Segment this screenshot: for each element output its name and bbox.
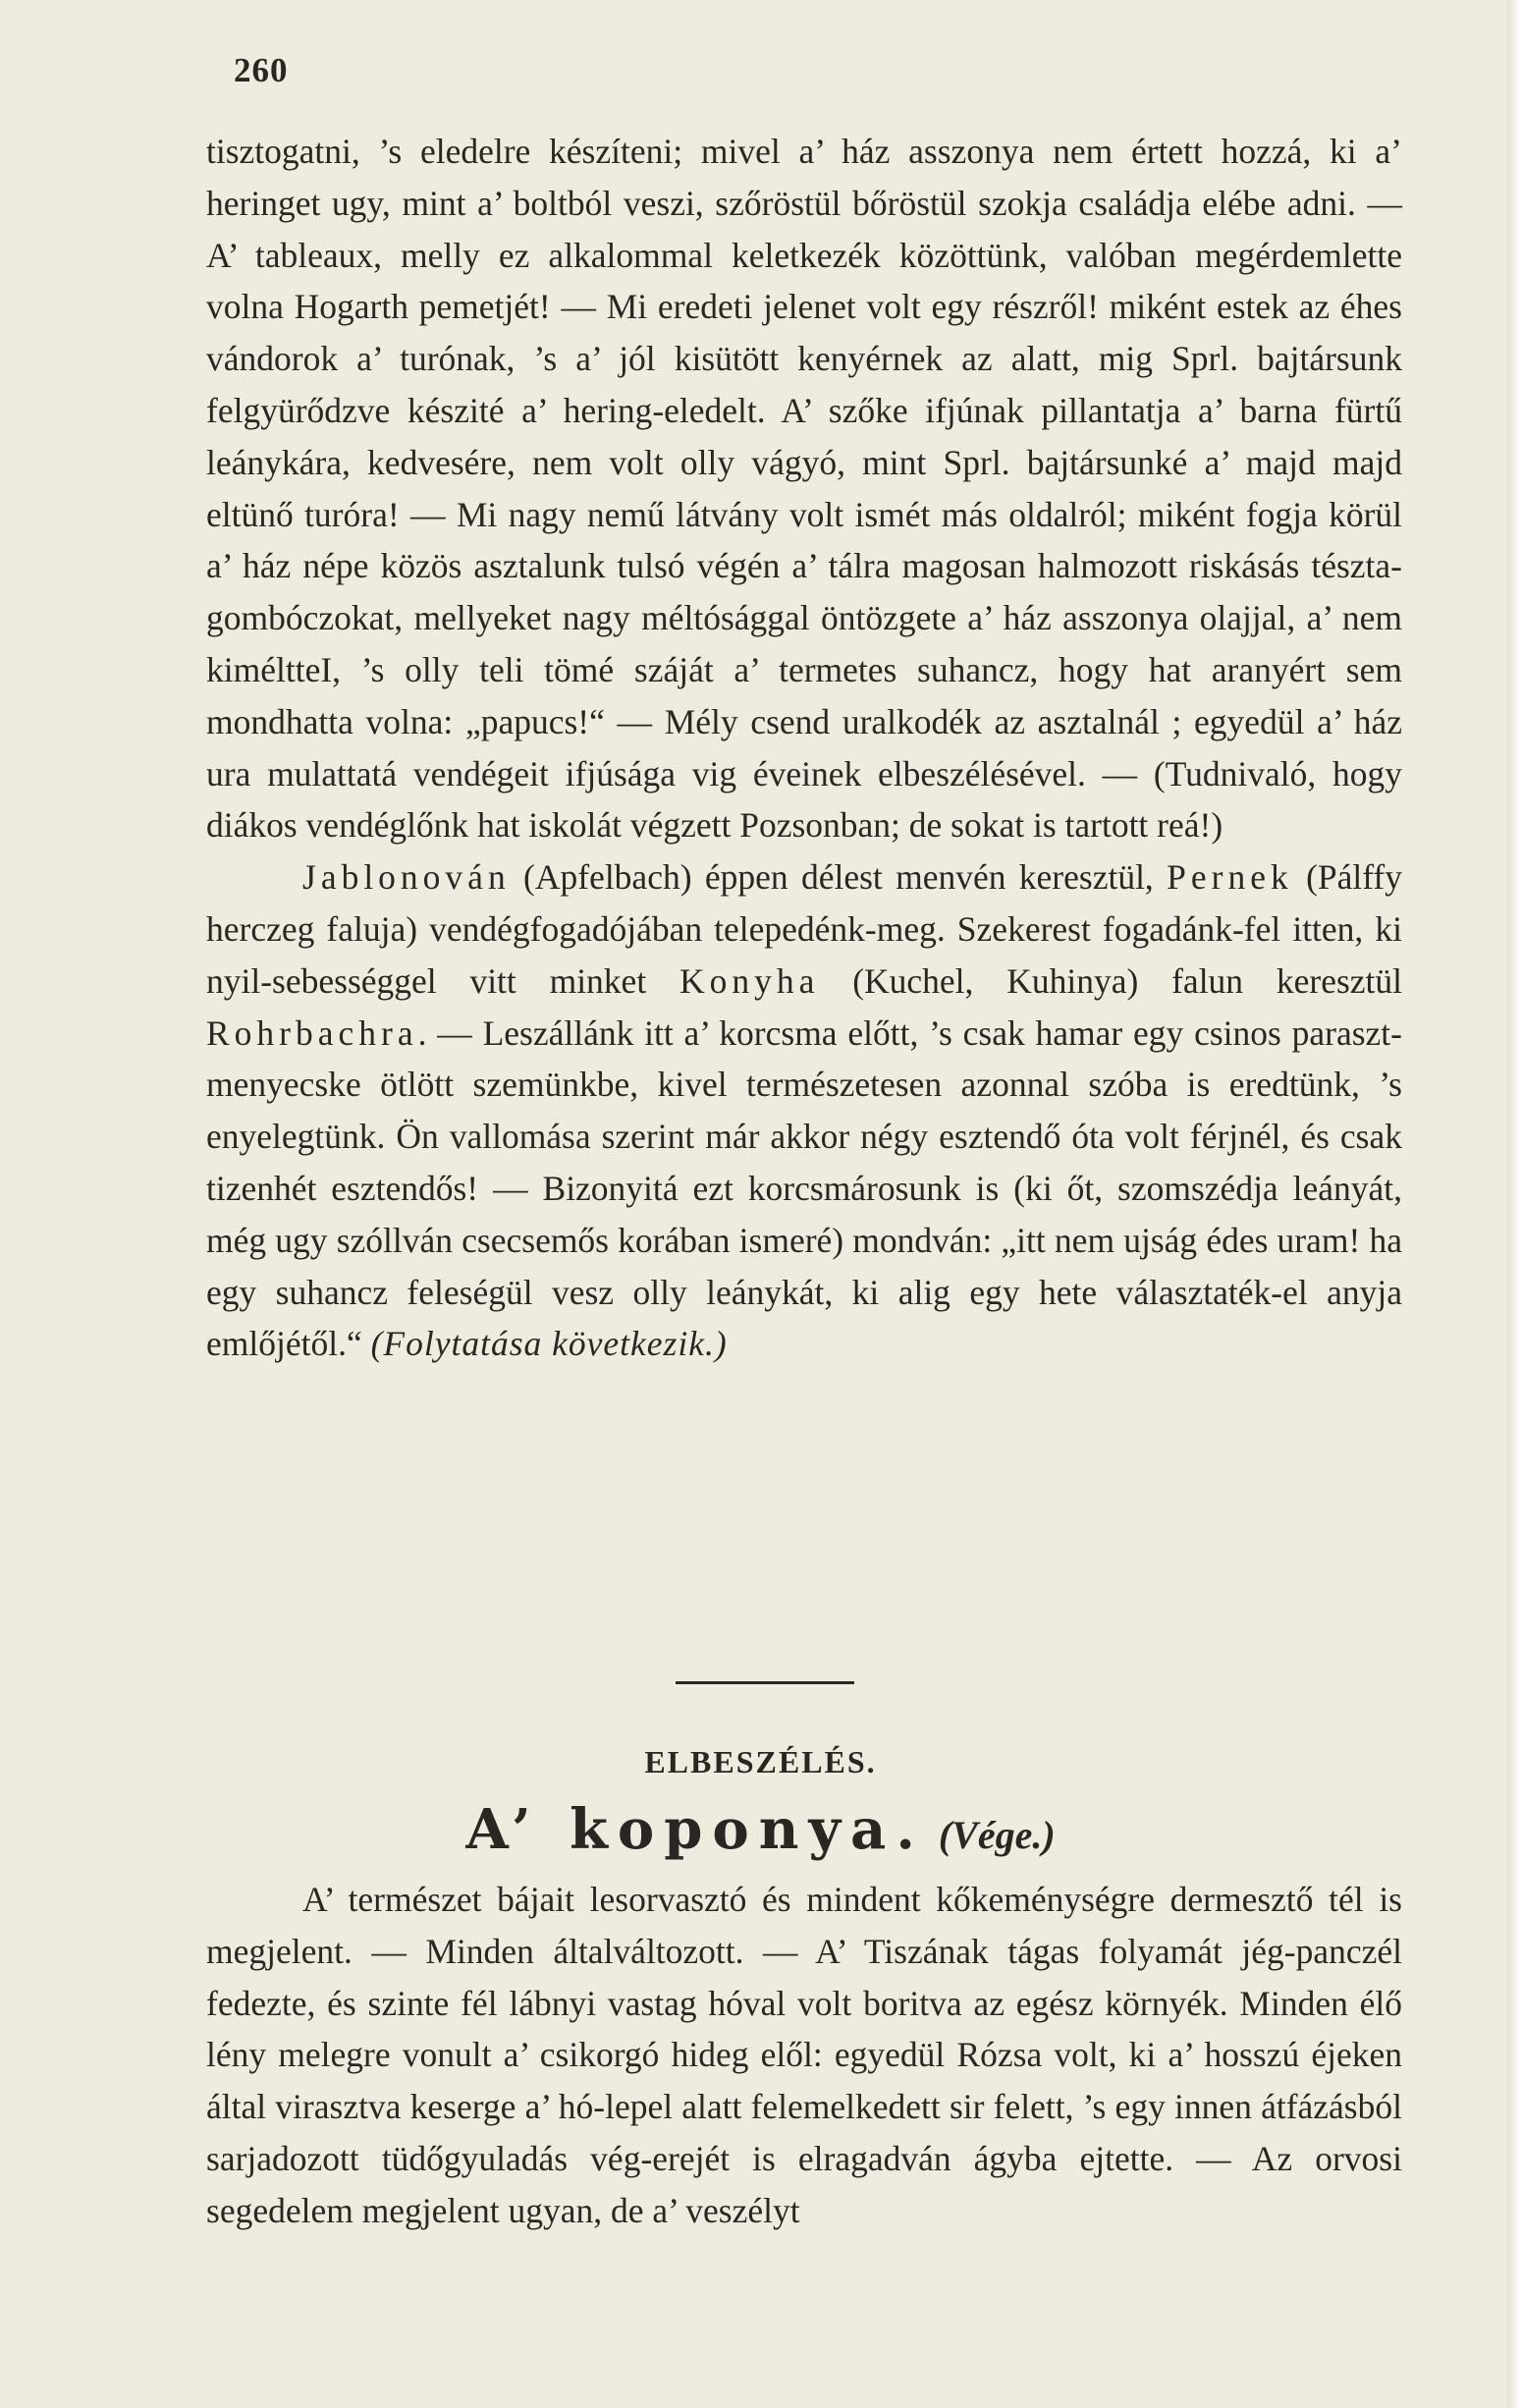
text-run: (Pálffy herczeg faluja) vendégfogadójában telepedénk-meg. Szekerest fogadánk-fel itten, ki nyil-sebességgel vitt minket xyxy=(206,857,1403,1001)
paragraph-jablonovan xyxy=(206,851,1402,1370)
page-number: 260 xyxy=(234,51,289,89)
text-run: (Apfelbach) éppen délest menvén keresztül, xyxy=(510,857,1168,898)
story-text xyxy=(206,1874,1402,2237)
paragraph-winter: A’ természet bájait lesorvasztó és mindent kőkeménységre dermesztő tél is megjelent. — Minden általváltozott. — A’ Tiszának tágas folyamát jég-panczél fedezte, és szinte fél lábnyi vastag hóval volt boritva az egész környék. Minden élő lény melegre vonult a’ csikorgó hideg elől: egyedül Rózsa volt, ki a’ hosszú éjeken által virasztva keserge a’ hó-lepel alatt felemelkedett sir felett, ’s egy innen átfázásból sarjadozott tüdőgyuladás vég-erejét is elragadván ágyba ejtette. — Az orvosi segedelem megjelent ugyan, de a’ veszélyt xyxy=(206,1880,1402,2230)
text-run: . — Leszállánk itt a’ korcsma előtt, ’s csak hamar egy csinos paraszt-menyecske ötlött szemünkbe, kivel természetesen azonnal szóba is eredtünk, ’s enyelegtünk. Ön vallomása szerint már akkor négy esztendő óta volt férjnél, és csak tizenhét esztendős! — Bizonyitá ezt korcsmárosunk is (ki őt, szomszédja leányát, még ugy szóllván csecsemős korában ismeré) mondván: „itt nem ujság édes uram! ha egy suhancz feleségül vesz olly leánykát, ki alig egy hete választaték-el anyja emlőjétől.“ xyxy=(206,1012,1402,1364)
place-name: Rohrbachra xyxy=(206,1012,418,1053)
paragraph-hering: tisztogatni, ’s eledelre készíteni; mivel a’ ház asszonya nem értett hozzá, ki a’ heringet ugy, mint a’ boltból veszi, szőröstül bőröstül szokja családja elébe adni. — A’ tableaux, melly ez alkalommal keletkezék közöttünk, valóban megérdemlette volna Hogarth pemetjét! — Mi eredeti jelenet volt egy részről! miként estek az éhes vándorok a’ turónak, ’s a’ jól kisütött kenyérnek az alatt, mig Sprl. bajtársunk felgyürődzve készité a’ hering-eledelt. A’ szőke ifjúnak pillantatja a’ barna fürtű leánykára, kedvesére, nem volt olly vágyó, mint Sprl. bajtársunké a’ majd majd eltünő turóra! — Mi nagy nemű látvány volt ismét más oldalról; miként fogja körül a’ ház népe közös asztalunk tulsó végén a’ tálra magosan halmozott riskásás tészta-gombóczokat, mellyeket nagy méltósággal öntözgete a’ ház asszonya olajjal, a’ nem kiméltteI, ’s olly teli tömé száját a’ termetes suhancz, hogy hat aranyért sem mondhatta volna: „papucs!“ — Mély csend uralkodék az asztalnál ; egyedül a’ ház ura mulattatá vendégeit ifjúsága vig éveinek elbeszélésével. — (Tudnivaló, hogy diákos vendéglőnk hat iskolát végzett Pozsonban; de sokat is tartott reá!) xyxy=(206,132,1402,846)
story-title-note: (Vége.) xyxy=(938,1813,1056,1857)
place-name: Konyha xyxy=(679,960,820,1001)
section-divider xyxy=(676,1681,854,1684)
text-run: (Kuchel, Kuhinya) falun keresztül xyxy=(819,960,1402,1001)
section-label: ELBESZÉLÉS. xyxy=(644,1744,877,1779)
travel-narrative xyxy=(206,126,1402,1370)
page-edge xyxy=(1507,0,1521,2408)
story-title-text: A’ koponya. xyxy=(465,1797,925,1862)
place-name: Jablonován xyxy=(302,857,511,898)
place-name: Pernek xyxy=(1167,857,1293,898)
continuation-note: (Folytatása következik.) xyxy=(370,1324,728,1364)
story-title xyxy=(0,1797,1521,1862)
